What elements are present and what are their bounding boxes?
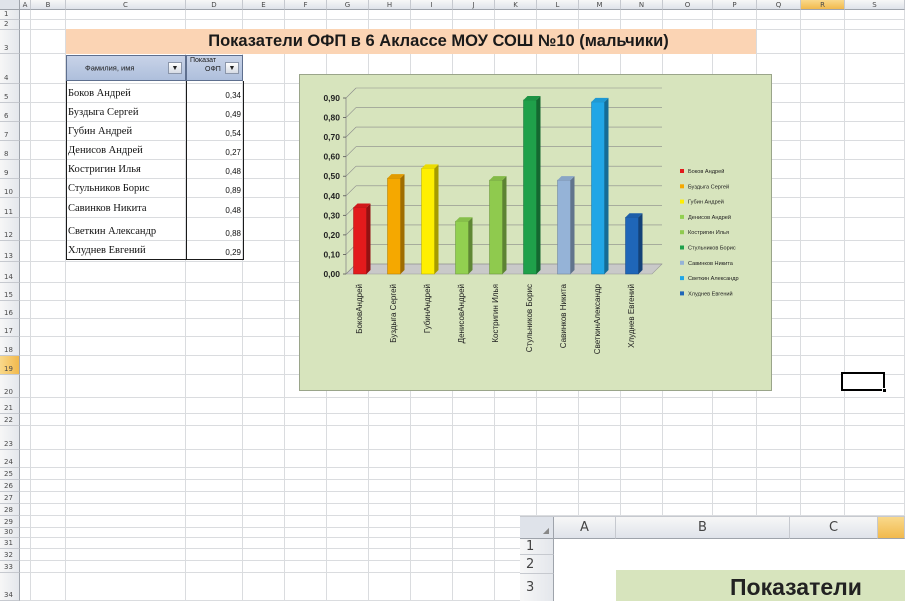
gridline-depth xyxy=(346,108,356,118)
column-header-j[interactable]: J xyxy=(453,0,495,10)
row-header-7[interactable]: 7 xyxy=(0,122,20,141)
bar-side-8 xyxy=(605,98,609,274)
row-gridline xyxy=(20,467,905,468)
table-cell-name[interactable]: Стульников Борис xyxy=(68,183,150,194)
row-header-31[interactable]: 31 xyxy=(0,538,20,549)
inset-column-header-partial[interactable] xyxy=(878,517,905,539)
y-tick-label: 0,30 xyxy=(323,210,340,221)
table-header-value-line1: Показат xyxy=(190,57,217,64)
bar-side-5 xyxy=(503,176,507,274)
legend-label[interactable]: Светкин Александр xyxy=(688,276,739,283)
column-gridline xyxy=(284,10,285,601)
x-tick-label: ГубинАндрей xyxy=(423,284,432,334)
legend-label[interactable]: Боков Андрей xyxy=(688,169,725,175)
column-header-c[interactable]: C xyxy=(66,0,186,10)
bar-6[interactable] xyxy=(524,100,537,274)
row-header-28[interactable]: 28 xyxy=(0,504,20,516)
table-cell-name[interactable]: Буздыга Сергей xyxy=(68,107,139,118)
row-header-24[interactable]: 24 xyxy=(0,450,20,468)
row-gridline xyxy=(20,425,905,426)
table-header-name[interactable] xyxy=(66,55,186,81)
column-header-m[interactable]: M xyxy=(579,0,621,10)
bar-side-9 xyxy=(639,213,643,274)
column-header-b[interactable]: B xyxy=(31,0,66,10)
bar-side-1 xyxy=(367,204,371,274)
row-header-20[interactable]: 20 xyxy=(0,375,20,398)
legend-label[interactable]: Хлуднев Евгений xyxy=(688,291,733,298)
column-header-g[interactable]: G xyxy=(327,0,369,10)
y-tick-label: 0,40 xyxy=(323,190,340,201)
bar-1[interactable] xyxy=(354,208,367,274)
column-header-f[interactable]: F xyxy=(285,0,327,10)
column-header-d[interactable]: D xyxy=(186,0,243,10)
bar-9[interactable] xyxy=(626,217,639,274)
inset-title: Показатели xyxy=(730,574,862,600)
column-header-r[interactable]: R xyxy=(801,0,845,10)
row-header-3[interactable]: 3 xyxy=(0,30,20,54)
table-header-value-line2: ОФП xyxy=(205,66,221,73)
row-header-15[interactable]: 15 xyxy=(0,283,20,301)
row-header-23[interactable]: 23 xyxy=(0,426,20,450)
table-header-name-label: Фамилия, имя xyxy=(85,63,135,73)
row-header-25[interactable]: 25 xyxy=(0,468,20,480)
legend-swatch xyxy=(680,200,684,204)
row-header-18[interactable]: 18 xyxy=(0,337,20,356)
dropdown-arrow-icon: ▼ xyxy=(228,64,236,72)
row-header-2[interactable]: 2 xyxy=(0,20,20,30)
table-cell-value[interactable]: 0,49 xyxy=(225,110,241,119)
column-header-e[interactable]: E xyxy=(243,0,285,10)
column-header-q[interactable]: Q xyxy=(757,0,801,10)
table-cell-value[interactable]: 0,89 xyxy=(225,186,241,195)
row-header-32[interactable]: 32 xyxy=(0,549,20,561)
gridline-depth xyxy=(346,147,356,157)
table-cell-name[interactable]: Боков Андрей xyxy=(68,88,131,99)
bar-chart[interactable] xyxy=(299,74,772,391)
table-cell-name[interactable]: Денисов Андрей xyxy=(68,145,143,156)
filter-dropdown-value[interactable] xyxy=(225,62,239,74)
inset-row-header-3[interactable]: 3 xyxy=(520,574,554,601)
table-border xyxy=(66,259,244,260)
gridline-depth xyxy=(346,127,356,137)
table-border xyxy=(186,81,187,260)
bar-7[interactable] xyxy=(558,180,571,274)
legend-label[interactable]: Губин Андрей xyxy=(688,199,724,206)
legend-swatch xyxy=(680,291,684,295)
row-header-8[interactable]: 8 xyxy=(0,141,20,160)
legend-label[interactable]: Савинков Никита xyxy=(688,260,733,267)
legend-label[interactable]: Стульников Борис xyxy=(688,245,736,252)
row-header-11[interactable]: 11 xyxy=(0,198,20,218)
column-header-n[interactable]: N xyxy=(621,0,663,10)
legend-label[interactable]: Костригин Илья xyxy=(688,230,729,237)
row-header-14[interactable]: 14 xyxy=(0,262,20,283)
row-gridline xyxy=(20,19,905,20)
gridline-depth xyxy=(346,166,356,176)
legend-swatch xyxy=(680,276,684,280)
row-header-1[interactable]: 1 xyxy=(0,10,20,20)
x-tick-label: СветкинАлександр xyxy=(593,284,602,355)
legend-swatch xyxy=(680,230,684,234)
bar-5[interactable] xyxy=(490,180,503,274)
bar-8[interactable] xyxy=(592,102,605,274)
bar-side-7 xyxy=(571,176,575,274)
dropdown-arrow-icon: ▼ xyxy=(171,64,179,72)
table-header-value[interactable] xyxy=(186,55,243,81)
table-cell-name[interactable]: Костригин Илья xyxy=(68,164,141,175)
table-border xyxy=(66,81,67,260)
column-gridline xyxy=(800,10,801,601)
y-tick-label: 0,60 xyxy=(323,151,340,162)
row-header-13[interactable]: 13 xyxy=(0,241,20,262)
row-header-6[interactable]: 6 xyxy=(0,103,20,122)
row-header-19[interactable]: 19 xyxy=(0,356,20,375)
row-header-17[interactable]: 17 xyxy=(0,319,20,337)
legend-label[interactable]: Денисов Андрей xyxy=(688,214,732,221)
table-cell-name[interactable]: Светкин Александр xyxy=(68,226,157,237)
bar-2[interactable] xyxy=(388,178,401,274)
row-gridline xyxy=(20,413,905,414)
select-all-triangle-icon: ◢ xyxy=(542,526,549,535)
fill-handle[interactable] xyxy=(882,388,887,393)
gridline-depth xyxy=(346,88,356,98)
x-tick-label: Стульников Борис xyxy=(525,284,534,353)
y-tick-label: 0,10 xyxy=(323,249,340,260)
select-all-corner[interactable] xyxy=(0,0,20,10)
column-header-l[interactable]: L xyxy=(537,0,579,10)
legend-swatch xyxy=(680,261,684,265)
row-header-12[interactable]: 12 xyxy=(0,218,20,241)
zoomed-sheet-inset xyxy=(520,516,905,601)
row-header-5[interactable]: 5 xyxy=(0,84,20,103)
row-header-16[interactable]: 16 xyxy=(0,301,20,319)
y-tick-label: 0,80 xyxy=(323,112,340,123)
table-header-value-label xyxy=(190,56,221,74)
x-tick-label: Буздыга Сергей xyxy=(389,284,398,343)
row-gridline xyxy=(20,491,905,492)
column-header-o[interactable]: O xyxy=(663,0,713,10)
x-tick-label: Хлуднев Евгений xyxy=(627,284,636,348)
inset-row-header-2[interactable]: 2 xyxy=(520,555,554,574)
sheet-title[interactable]: Показатели ОФП в 6 Аклассе МОУ СОШ №10 (мальчики) xyxy=(208,32,669,50)
x-tick-label: ДенисовАндрей xyxy=(457,284,466,344)
row-header-27[interactable]: 27 xyxy=(0,492,20,504)
row-header-21[interactable]: 21 xyxy=(0,398,20,414)
inset-column-header-b[interactable]: B xyxy=(616,517,790,539)
table-cell-name[interactable]: Савинков Никита xyxy=(68,203,147,214)
bar-side-3 xyxy=(435,164,439,274)
table-cell-value[interactable]: 0,54 xyxy=(225,129,241,138)
row-gridline xyxy=(20,449,905,450)
legend-label[interactable]: Буздыга Сергей xyxy=(688,184,730,191)
gridline-depth xyxy=(346,186,356,196)
column-header-a[interactable]: A xyxy=(20,0,31,10)
y-tick-label: 0,20 xyxy=(323,229,340,240)
y-tick-label: 0,50 xyxy=(323,171,340,182)
table-cell-value[interactable]: 0,48 xyxy=(225,167,241,176)
legend-swatch xyxy=(680,169,684,173)
row-header-34[interactable]: 34 xyxy=(0,573,20,601)
row-header-33[interactable]: 33 xyxy=(0,561,20,573)
row-header-4[interactable]: 4 xyxy=(0,54,20,84)
column-header-k[interactable]: K xyxy=(495,0,537,10)
y-tick-label: 0,00 xyxy=(323,269,340,279)
row-gridline xyxy=(20,479,905,480)
table-cell-value[interactable]: 0,88 xyxy=(225,229,241,238)
row-header-26[interactable]: 26 xyxy=(0,480,20,492)
row-gridline xyxy=(20,397,905,398)
table-cell-value[interactable]: 0,29 xyxy=(225,248,241,257)
active-cell[interactable] xyxy=(841,372,885,391)
table-cell-name[interactable]: Губин Андрей xyxy=(68,126,133,137)
table-cell-value[interactable]: 0,48 xyxy=(225,206,241,215)
x-tick-label: БоковАндрей xyxy=(355,284,364,334)
column-gridline xyxy=(844,10,845,601)
inset-corner[interactable] xyxy=(520,517,554,539)
x-tick-label: Костригин Илья xyxy=(491,284,500,343)
table-border xyxy=(243,81,244,260)
bar-3[interactable] xyxy=(422,168,435,274)
column-header-s[interactable]: S xyxy=(845,0,905,10)
row-gridline xyxy=(20,503,905,504)
chart-canvas xyxy=(300,75,773,392)
legend-swatch xyxy=(680,215,684,219)
table-cell-value[interactable]: 0,34 xyxy=(225,91,241,100)
table-cell-value[interactable]: 0,27 xyxy=(225,148,241,157)
inset-column-header-c[interactable]: C xyxy=(790,517,878,539)
legend-swatch xyxy=(680,184,684,188)
bar-side-6 xyxy=(537,96,541,274)
table-cell-name[interactable]: Хлуднев Евгений xyxy=(68,245,146,256)
row-header-9[interactable]: 9 xyxy=(0,160,20,179)
row-header-29[interactable]: 29 xyxy=(0,516,20,528)
bar-side-2 xyxy=(401,174,405,274)
column-header-p[interactable]: P xyxy=(713,0,757,10)
y-tick-label: 0,70 xyxy=(323,132,340,143)
row-header-10[interactable]: 10 xyxy=(0,179,20,198)
row-header-22[interactable]: 22 xyxy=(0,414,20,426)
x-tick-label: Савинков Никита xyxy=(559,284,568,349)
row-header-30[interactable]: 30 xyxy=(0,528,20,538)
bar-side-4 xyxy=(469,217,473,274)
filter-dropdown-name[interactable] xyxy=(168,62,182,74)
y-tick-label: 0,90 xyxy=(323,93,340,103)
column-gridline xyxy=(30,10,31,601)
inset-row-header-1[interactable]: 1 xyxy=(520,539,554,555)
legend-swatch xyxy=(680,246,684,250)
bar-4[interactable] xyxy=(456,221,469,274)
column-header-i[interactable]: I xyxy=(411,0,453,10)
inset-column-header-a[interactable]: A xyxy=(554,517,616,539)
column-header-h[interactable]: H xyxy=(369,0,411,10)
